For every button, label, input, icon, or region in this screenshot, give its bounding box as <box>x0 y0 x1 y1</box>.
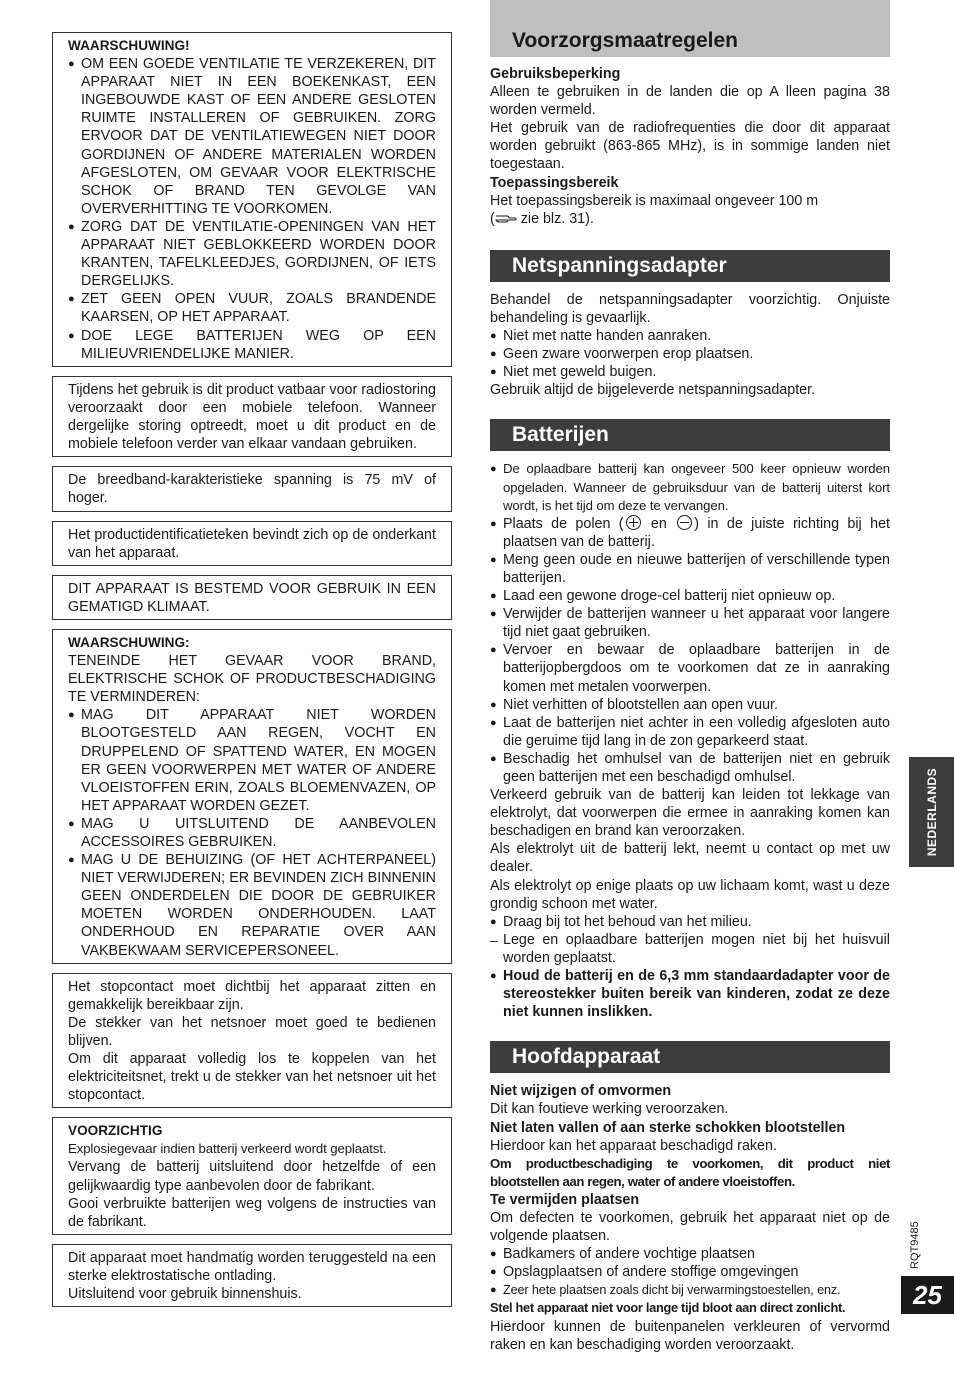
section-title: Batterijen <box>490 419 890 451</box>
left-column <box>52 32 452 1316</box>
battery-list <box>490 460 890 786</box>
list-item: ● Geen zware voorwerpen erop plaatsen. <box>490 345 890 363</box>
paragraph: Hierdoor kunnen de buitenpanelen verkleuren of vervormd raken en kan beschadiging worden veroorzaakt. <box>490 1318 890 1353</box>
outlet-box <box>52 973 452 1109</box>
reset-text: Dit apparaat moet handmatig worden teruggesteld na een sterke elektrostatische ontlading. <box>68 1249 436 1284</box>
section-title: Netspanningsadapter <box>490 250 890 282</box>
paragraph: Het gebruik van de radiofrequenties die door dit apparaat worden gebruikt (863-865 MHz), is in sommige landen niet toegestaan. <box>490 120 890 173</box>
list-item: ● ZORG DAT DE VENTILATIE-OPENINGEN VAN HET APPARAAT NIET GEBLOKKEERD WORDEN DOOR KRANTEN, TAFELKLEEDJES, GORDIJNEN, OF IETS DERGELIJKS. <box>68 218 436 290</box>
section-title: Hoofdapparaat <box>490 1041 890 1073</box>
list-item: ● Niet verhitten of blootstellen aan open vuur. <box>490 696 890 714</box>
adapter-list <box>490 327 890 381</box>
reset-box <box>52 1244 452 1307</box>
warning-box-ventilation <box>52 32 452 367</box>
warning-list <box>68 706 436 959</box>
broadband-text: De breedband-karakteristieke spanning is 75 mV of hoger. <box>68 472 436 507</box>
product-id-box <box>52 521 452 566</box>
climate-text: DIT APPARAAT IS BESTEMD VOOR GEBRUIK IN EEN GEMATIGD KLIMAAT. <box>68 580 436 615</box>
subheading: Niet wijzigen of omvormen <box>490 1083 672 1100</box>
broadband-box <box>52 466 452 511</box>
list-item: ● OM EEN GOEDE VENTILATIE TE VERZEKEREN, DIT APPARAAT NIET IN EEN BOEKENKAST, EEN INGEBOUWDE KAST OF EEN ANDERE GESLOTEN RUIMTE INSTALLEREN OF GEBRUIKEN. ZORG ERVOOR DAT DE VENTILATIEWEGEN NIET DOOR GORDIJNEN OF ANDERE MATERIALEN WORDEN AFGESLOTEN, OM GEVAAR VOOR ELEKTRISCHE SCHOK OF BRAND TEN GEVOLGE VAN OVERVERHITTING TE VOORKOMEN. <box>68 55 436 218</box>
plus-pole-icon <box>626 515 641 530</box>
list-item: ● Niet met natte handen aanraken. <box>490 327 890 345</box>
subheading: Niet laten vallen of aan sterke schokken blootstellen <box>490 1119 846 1136</box>
paragraph: Om defecten te voorkomen, gebruik het apparaat niet op de volgende plaatsen. <box>490 1209 890 1245</box>
language-label: NEDERLANDS <box>924 767 939 857</box>
warning-list <box>68 55 436 363</box>
model-code-label: RQT9485 <box>909 1221 921 1269</box>
outlet-text: De stekker van het netsnoer moet goed te bedienen blijven. <box>68 1014 436 1049</box>
reset-text: Uitsluitend voor gebruik binnenshuis. <box>68 1286 302 1303</box>
climate-box <box>52 575 452 620</box>
paragraph: Alleen te gebruiken in de landen die op A lleen pagina 38 worden vermeld. <box>490 84 890 119</box>
paragraph: Verkeerd gebruik van de batterij kan leiden tot lekkage van elektrolyt, dat voorwerpen die ermee in aanraking komen kan beschadigen en brand kan veroorzaken. <box>490 787 890 840</box>
minus-pole-icon <box>677 515 692 530</box>
paragraph: Als elektrolyt uit de batterij lekt, neemt u contact op met uw dealer. <box>490 841 890 876</box>
list-item: ● Laat de batterijen niet achter in een volledig afgesloten auto die geruime tijd lang in de zon geparkeerd staat. <box>490 714 890 750</box>
paragraph: Het toepassingsbereik is maximaal ongeveer 100 m <box>490 192 819 209</box>
list-item: ● Niet met geweld buigen. <box>490 363 890 381</box>
caution-box <box>52 1117 452 1235</box>
page-ref: zie blz. 31). <box>516 210 594 227</box>
list-item: ● Badkamers of andere vochtige plaatsen <box>490 1245 890 1263</box>
subheading: Toepassingsbereik <box>490 174 619 191</box>
list-item: ● MAG U DE BEHUIZING (OF HET ACHTERPANEEL) NIET VERWIJDEREN; ER BEVINDEN ZICH BINNENIN GEEN ONDERDELEN DIE DOOR DE GEBRUIKER MOETEN WORDEN ONDERHOUDEN. LAAT ONDERHOUD EN REPARATIE OVER AAN VAKBEKWAAM SERVICEPERSONEEL. <box>68 851 436 960</box>
right-column <box>490 0 890 1374</box>
section-title: Voorzorgsmaatregelen <box>490 0 890 57</box>
warning-heading: WAARSCHUWING! <box>68 38 190 53</box>
caution-text: Explosiegevaar indien batterij verkeerd wordt geplaatst. <box>68 1141 387 1157</box>
outlet-text: Om dit apparaat volledig los te koppelen van het elektriciteitsnet, trekt u de stekker van het netsnoer uit het stopcontact. <box>68 1051 436 1104</box>
subheading: Te vermijden plaatsen <box>490 1191 640 1208</box>
polarity-text: en <box>642 515 676 532</box>
paren-open: ( <box>490 210 495 227</box>
polarity-text: ) in de juiste richting bij het plaatsen van de batterij. <box>503 515 890 550</box>
paragraph <box>490 210 890 228</box>
product-id-text: Het productidentificatieteken bevindt zich op de onderkant van het apparaat. <box>68 526 436 561</box>
section-main-unit <box>490 1041 890 1353</box>
list-item: ● Draag bij tot het behoud van het milieu. <box>490 913 890 931</box>
caution-text: Gooi verbruikte batterijen weg volgens de instructies van de fabrikant. <box>68 1195 436 1230</box>
language-tab <box>909 757 954 867</box>
subheading: Gebruiksbeperking <box>490 66 621 82</box>
list-item: ● MAG DIT APPARAAT NIET WORDEN BLOOTGESTELD AAN REGEN, VOCHT EN DRUPPELEND OF SPATTEND WATER, EN MOGEN ER GEEN VOORWERPEN MET WATER OF ANDERE VLOEISTOFFEN ERIN, ZOALS BLOEMENVAZEN, OP HET APPARAAT WORDEN GEZET. <box>68 706 436 815</box>
list-item: ● De oplaadbare batterij kan ongeveer 500 keer opnieuw worden opgeladen. Wanneer de gebruiksduur van de batterij uiterst kort wordt, is het tijd om deze te vervangen. <box>490 460 890 514</box>
list-item: ● Meng geen oude en nieuwe batterijen of verschillende typen batterijen. <box>490 551 890 587</box>
outlet-text: Het stopcontact moet dichtbij het apparaat zitten en gemakkelijk bereikbaar zijn. <box>68 978 436 1013</box>
paragraph: Hierdoor kan het apparaat beschadigd raken. <box>490 1137 777 1154</box>
subheading: Om productbeschadiging te voorkomen, dit product niet blootstellen aan regen, water of andere vloeistoffen. <box>490 1155 890 1189</box>
paragraph: Gebruik altijd de bijgeleverde netspanningsadapter. <box>490 382 816 399</box>
list-item: ● Opslagplaatsen of andere stoffige omgevingen <box>490 1263 890 1281</box>
list-item: ● Verwijder de batterijen wanneer u het apparaat voor langere tijd niet gaat gebruiken. <box>490 605 890 641</box>
list-item: ● Vervoer en bewaar de oplaadbare batterijen in de batterijopbergdoos om te voorkomen dat ze in aanraking komen met metalen voorwerpen. <box>490 641 890 695</box>
section-adapter <box>490 250 890 400</box>
list-item: ● MAG U UITSLUITEND DE AANBEVOLEN ACCESSOIRES GEBRUIKEN. <box>68 815 436 851</box>
paragraph: Behandel de netspanningsadapter voorzichtig. Onjuiste behandeling is gevaarlijk. <box>490 291 890 326</box>
polarity-text: Plaats de polen ( <box>503 515 624 532</box>
list-item: ● DOE LEGE BATTERIJEN WEG OP EEN MILIEUVRIENDELIJKE MANIER. <box>68 327 436 363</box>
caution-text: Vervang de batterij uitsluitend door hetzelfde of een gelijkwaardig type aanbevolen door de fabrikant. <box>68 1159 436 1194</box>
list-item: ● Laad een gewone droge-cel batterij niet opnieuw op. <box>490 587 890 605</box>
warning-heading: WAARSCHUWING: <box>68 634 190 650</box>
caution-heading: VOORZICHTIG <box>68 1123 163 1139</box>
radio-text: Tijdens het gebruik is dit product vatbaar voor radiostoring veroorzaakt door een mobiele telefoon. Wanneer dergelijke storing optreedt, moet u dit product en de mobiele telefoon verder van elkaar vandaan gebruiken. <box>68 382 436 453</box>
environment-list <box>490 913 890 1022</box>
warning-intro: TENEINDE HET GEVAAR VOOR BRAND, ELEKTRISCHE SCHOK OF PRODUCTBESCHADIGING TE VERMINDEREN: <box>68 653 436 706</box>
list-item: ● Beschadig het omhulsel van de batterijen niet en gebruik geen batterijen met een beschadigd omhulsel. <box>490 750 890 786</box>
warning-box-fire <box>52 629 452 964</box>
list-item: ● Zeer hete plaatsen zoals dicht bij verwarmingstoestellen, enz. <box>490 1281 890 1299</box>
list-item: – Lege en oplaadbare batterijen mogen niet bij het huisvuil worden geplaatst. <box>490 931 890 967</box>
pointing-hand-icon <box>495 212 517 224</box>
paragraph: Als elektrolyt op enige plaats op uw lichaam komt, wast u deze grondig schoon met water. <box>490 877 890 912</box>
list-item: ● ZET GEEN OPEN VUUR, ZOALS BRANDENDE KAARSEN, OP HET APPARAAT. <box>68 290 436 326</box>
list-item: ● Houd de batterij en de 6,3 mm standaardadapter voor de stereostekker buiten bereik van kinderen, zodat ze deze niet kunnen inslikken. <box>490 967 890 1021</box>
list-item <box>490 515 890 551</box>
paragraph: Dit kan foutieve werking veroorzaken. <box>490 1101 729 1118</box>
radio-interference-box <box>52 376 452 457</box>
locations-list <box>490 1245 890 1299</box>
section-precautions <box>490 0 890 228</box>
section-batteries <box>490 419 890 1021</box>
subheading: Stel het apparaat niet voor lange tijd bloot aan direct zonlicht. <box>490 1300 846 1316</box>
page-number: 25 <box>901 1276 954 1314</box>
